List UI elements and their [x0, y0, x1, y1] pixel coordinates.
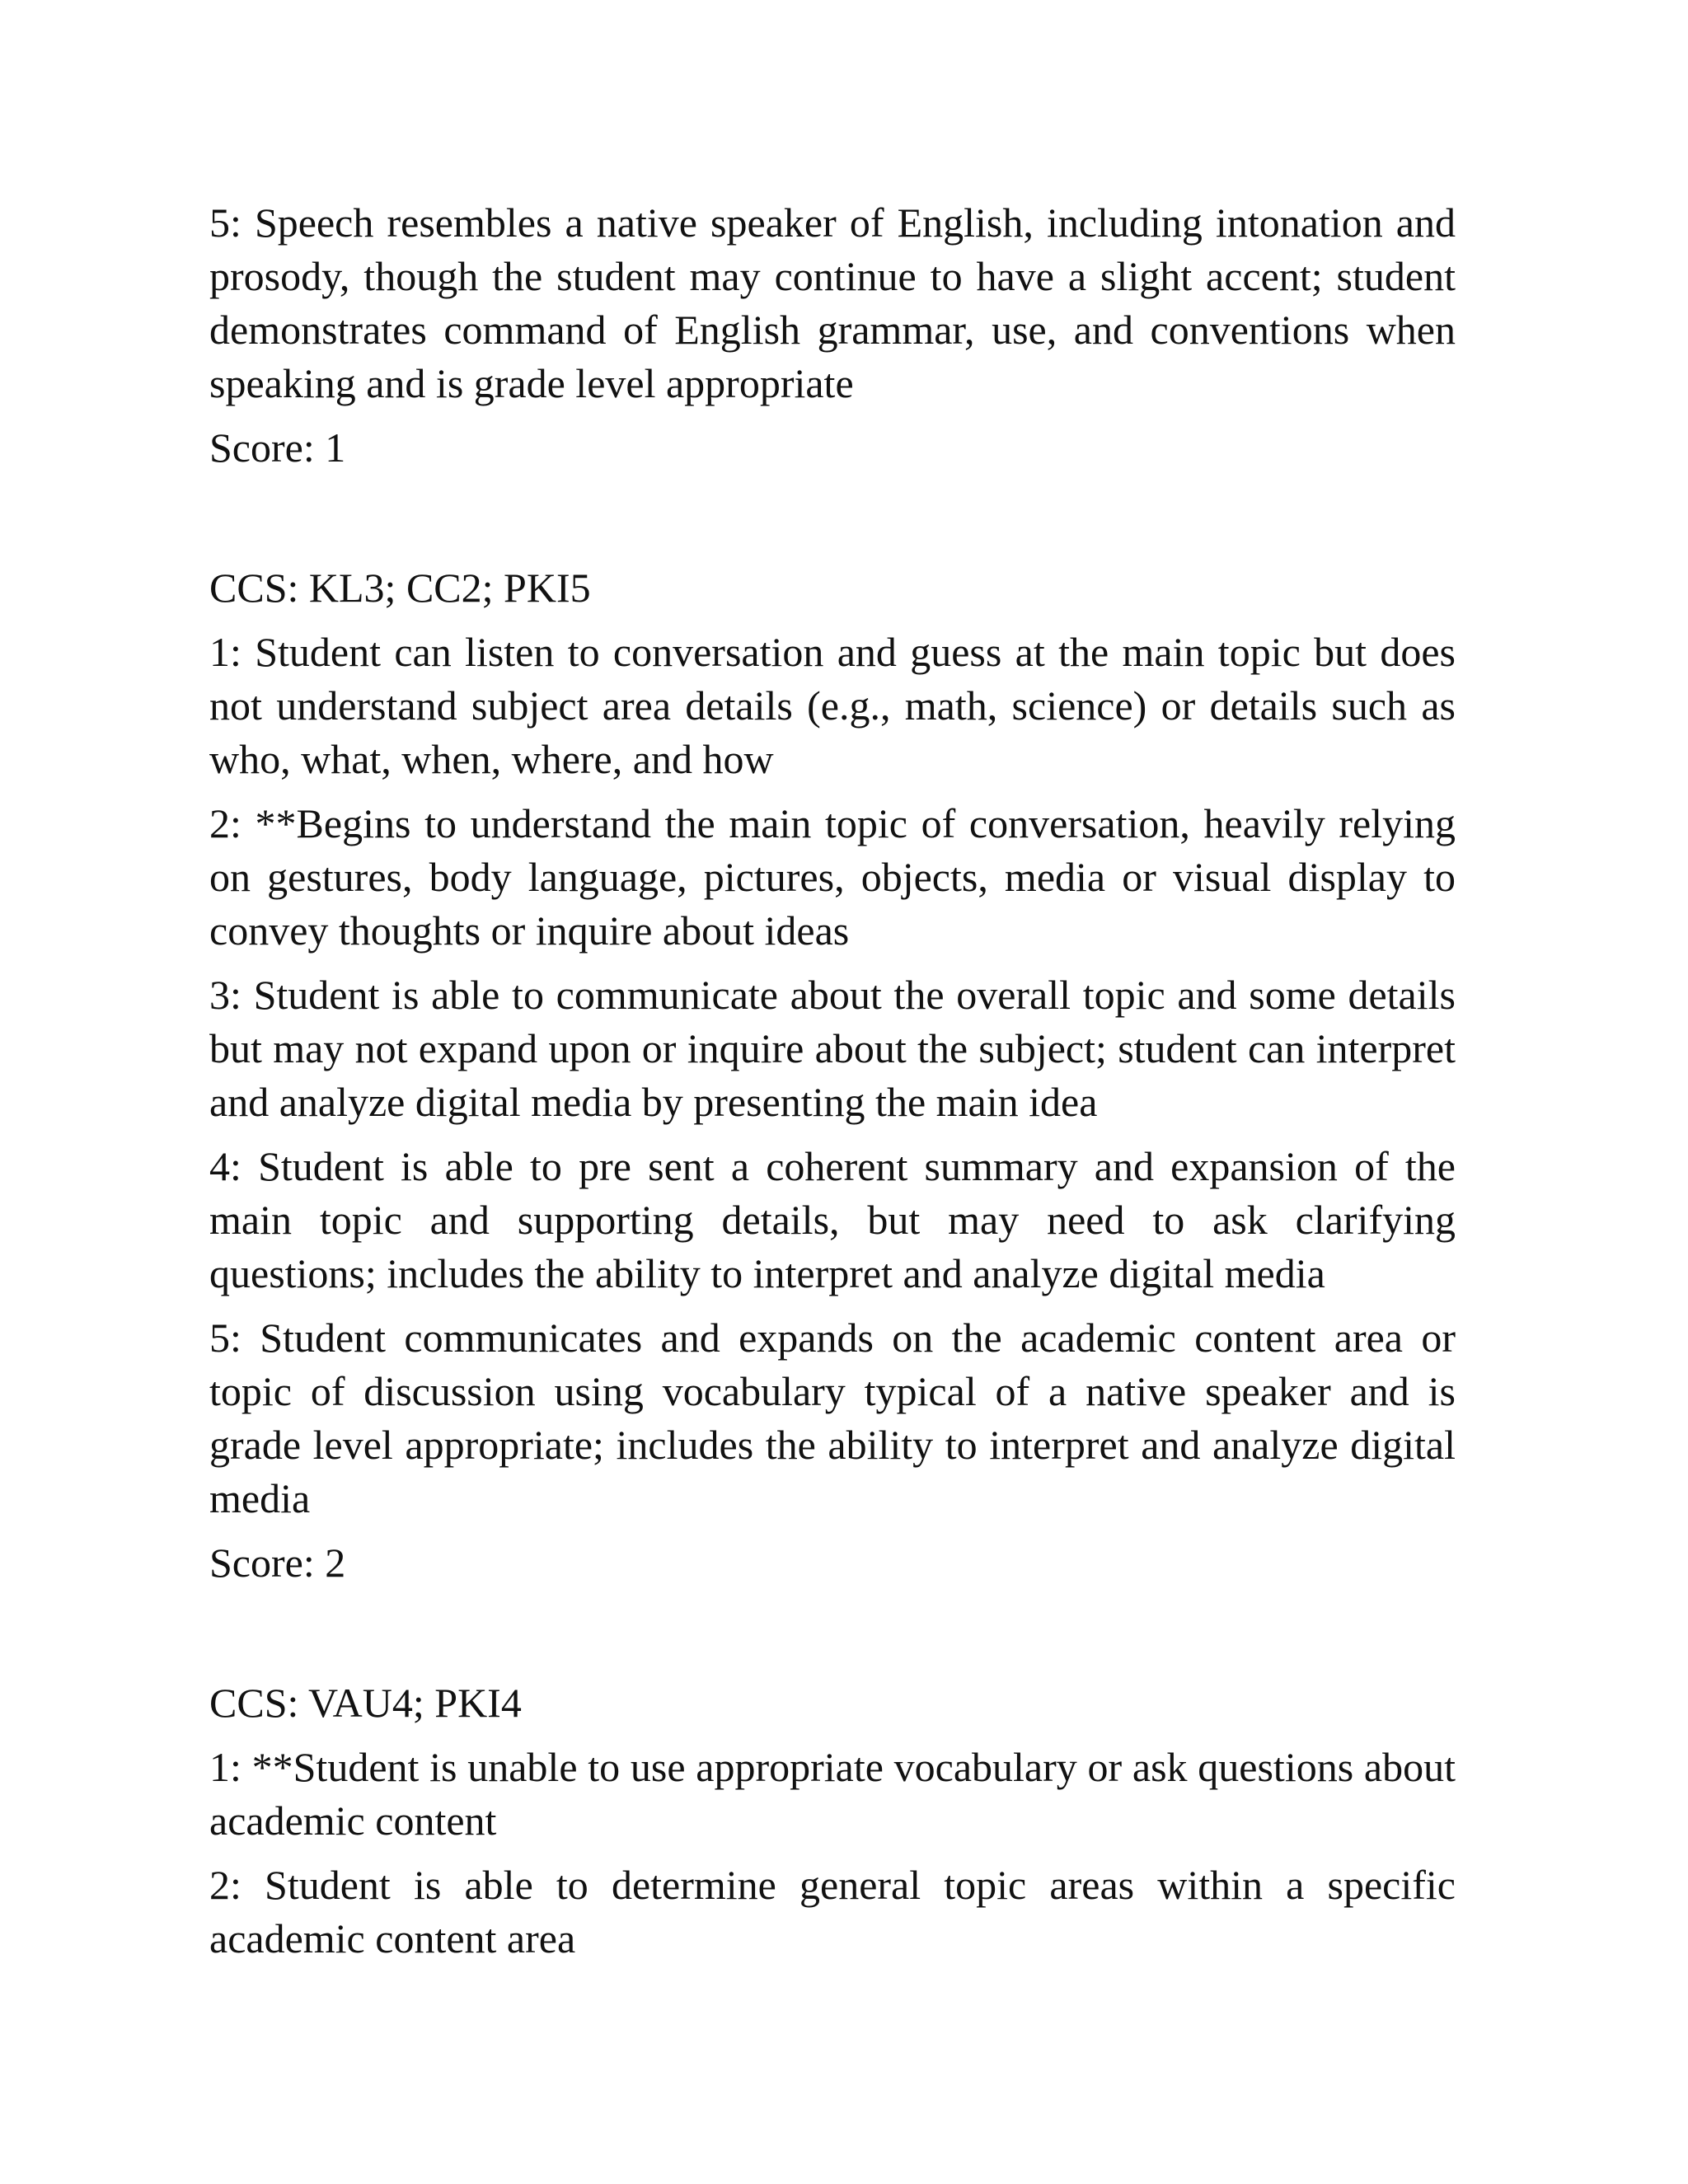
rubric-item: 4: Student is able to pre sent a coherent summary and expansion of the main topic and supporting details, but may need to ask clarifying questions; includes the ability to interpret and analyze digital media [209, 1143, 1456, 1296]
rubric-item: 5: Speech resembles a native speaker of English, including intonation and prosody, though the student may continue to have a slight accent; student demonstrates command of English grammar, use, and conventions when speaking and is grade level appropriate [209, 199, 1456, 406]
document-page [209, 196, 1456, 1976]
rubric-item: 1: Student can listen to conversation and guess at the main topic but does not understand subject area details (e.g., math, science) or details such as who, what, when, where, and how [209, 629, 1456, 782]
rubric-item: 2: **Begins to understand the main topic of conversation, heavily relying on gestures, body language, pictures, objects, media or visual display to convey thoughts or inquire about ideas [209, 800, 1456, 954]
ccs-heading: CCS: VAU4; PKI4 [209, 1680, 522, 1726]
ccs-heading: CCS: KL3; CC2; PKI5 [209, 565, 591, 611]
score-line: Score: 1 [209, 424, 346, 471]
rubric-item: 3: Student is able to communicate about the overall topic and some details but may not expand upon or inquire about the subject; student can interpret and analyze digital media by presenting the main idea [209, 972, 1456, 1125]
score-line: Score: 2 [209, 1540, 346, 1586]
rubric-item: 1: **Student is unable to use appropriate vocabulary or ask questions about academic content [209, 1744, 1456, 1844]
rubric-item: 5: Student communicates and expands on the academic content area or topic of discussion using vocabulary typical of a native speaker and is grade level appropriate; includes the ability to interpret and analyze digital media [209, 1315, 1456, 1521]
rubric-item: 2: Student is able to determine general topic areas within a specific academic content area [209, 1862, 1456, 1961]
